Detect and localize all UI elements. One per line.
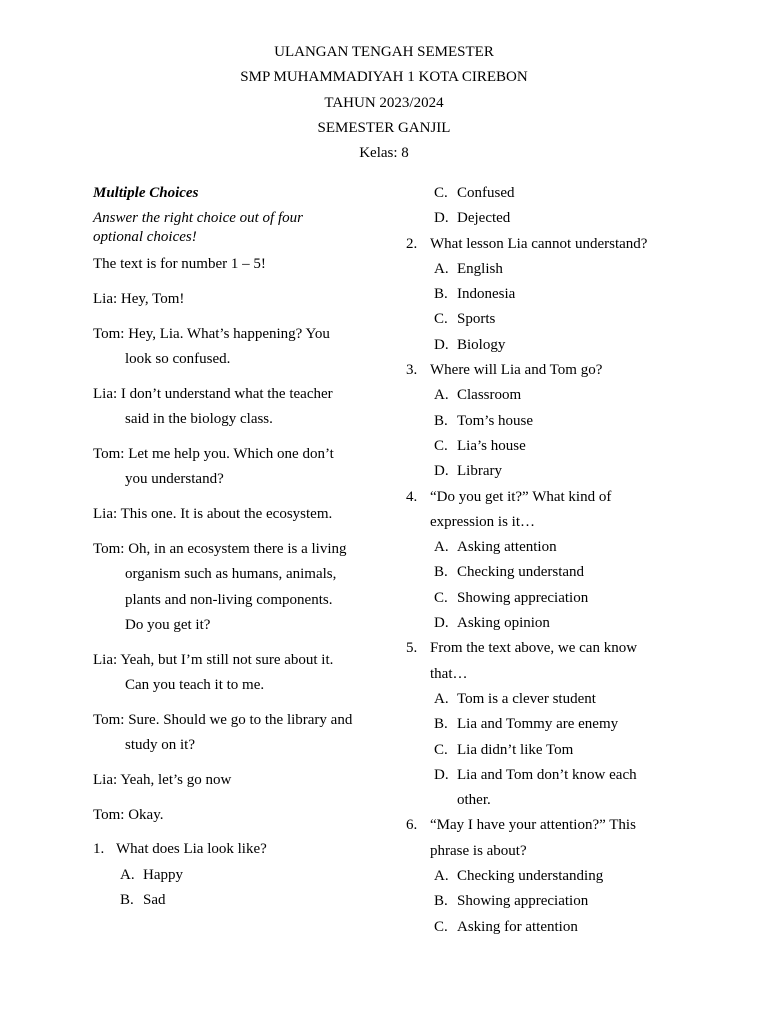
option [406, 915, 676, 940]
option-text: Asking attention [457, 539, 557, 556]
question-text: expression is it… [430, 513, 535, 530]
option-letter: C. [434, 918, 448, 935]
question-number: 1. [93, 841, 105, 858]
dialog-line: Lia: Yeah, but I’m still not sure about it. Can you teach it to me. [93, 651, 334, 693]
option-text: Biology [457, 336, 506, 353]
option [406, 409, 676, 434]
option-text: other. [457, 792, 491, 809]
left-column [93, 181, 378, 913]
option [406, 383, 676, 408]
question-3 [406, 358, 676, 383]
option-letter: D. [434, 336, 449, 353]
section-title: Multiple Choices [93, 185, 199, 201]
option-text: Dejected [457, 210, 511, 227]
option-text: Checking understand [457, 564, 585, 581]
option-text: Confused [457, 185, 515, 201]
option [406, 560, 676, 585]
class-label: Kelas: 8 [359, 145, 409, 162]
option-letter: B. [434, 893, 448, 910]
option-letter: A. [434, 690, 449, 707]
question-text: What lesson Lia cannot understand? [430, 235, 648, 252]
dialog-line: Lia: I don’t understand what the teacher said in the biology class. [93, 385, 333, 428]
exam-header [0, 40, 768, 166]
question-number: 2. [406, 235, 418, 252]
option [406, 535, 676, 560]
option-letter: B. [434, 286, 448, 303]
option-text: Happy [143, 866, 183, 883]
option-text: Classroom [457, 387, 522, 404]
option [406, 763, 676, 814]
option-text: Lia’s house [457, 437, 526, 454]
option-letter: B. [434, 716, 448, 733]
question-text: Where will Lia and Tom go? [430, 362, 603, 379]
option-text: Tom is a clever student [457, 690, 596, 707]
option-text: English [457, 260, 503, 277]
option-text: Indonesia [457, 286, 516, 303]
question-1 [93, 837, 378, 862]
instruction-line: optional choices! [93, 228, 197, 245]
option [93, 863, 378, 888]
option-letter: B. [434, 564, 448, 581]
option-text: Sports [457, 311, 496, 328]
right-column [406, 181, 676, 940]
option-text: Checking understanding [457, 868, 604, 885]
option [93, 888, 378, 913]
option-letter: B. [434, 412, 448, 429]
option-letter: A. [434, 260, 449, 277]
option-text: Showing appreciation [457, 893, 589, 910]
semester: SEMESTER GANJIL [317, 119, 451, 136]
question-number: 3. [406, 362, 418, 379]
option-text: Asking opinion [457, 615, 550, 632]
dialog-line: Tom: Sure. Should we go to the library and study on it? [93, 711, 353, 754]
option [406, 864, 676, 889]
option [406, 307, 676, 332]
option-text: Library [457, 463, 502, 480]
dialog-line: Lia: Yeah, let’s go now [93, 771, 232, 788]
school-name: SMP MUHAMMADIYAH 1 KOTA CIREBON [240, 69, 528, 86]
option-letter: A. [434, 539, 449, 556]
option-text: Showing appreciation [457, 589, 589, 606]
option-letter: C. [434, 185, 448, 201]
exam-title: ULANGAN TENGAH SEMESTER [274, 44, 494, 60]
option [406, 206, 676, 231]
option-text: Lia and Tommy are enemy [457, 716, 619, 733]
option-letter: A. [434, 387, 449, 404]
question-number: 5. [406, 640, 418, 657]
question-text: “May I have your attention?” This [430, 817, 636, 834]
question-text: phrase is about? [430, 842, 527, 859]
option-text: Lia and Tom don’t know each [457, 766, 637, 783]
option [406, 687, 676, 712]
option-letter: A. [434, 868, 449, 885]
question-number: 4. [406, 488, 418, 505]
option-letter: B. [120, 892, 134, 909]
question-text: From the text above, we can know [430, 640, 638, 657]
option [406, 282, 676, 307]
question-text: What does Lia look like? [116, 841, 267, 858]
question-text: “Do you get it?” What kind of [430, 488, 612, 505]
text-intro: The text is for number 1 – 5! [93, 256, 266, 273]
option [406, 611, 676, 636]
option-letter: C. [434, 741, 448, 758]
question-6 [406, 813, 676, 864]
option-letter: D. [434, 766, 449, 783]
question-number: 6. [406, 817, 418, 834]
option [406, 181, 676, 206]
option-letter: C. [434, 437, 448, 454]
dialog-line: Lia: This one. It is about the ecosystem. [93, 506, 333, 523]
option-letter: D. [434, 615, 449, 632]
option-letter: D. [434, 463, 449, 480]
option [406, 333, 676, 358]
dialog-line: Tom: Hey, Lia. What’s happening? You look so confused. [93, 325, 330, 368]
school-year: TAHUN 2023/2024 [324, 94, 444, 111]
option-text: Asking for attention [457, 918, 578, 935]
option-letter: D. [434, 210, 449, 227]
option [406, 459, 676, 484]
instruction-line: Answer the right choice out of four [93, 210, 303, 227]
question-4 [406, 485, 676, 536]
dialog-line: Tom: Okay. [93, 806, 164, 823]
option [406, 889, 676, 914]
option [406, 738, 676, 763]
option [406, 257, 676, 282]
question-text: that… [430, 665, 468, 682]
option [406, 586, 676, 611]
dialog-line: Tom: Oh, in an ecosystem there is a living organism such as humans, animals, plants and non-living components. Do you get it? [93, 540, 347, 633]
option [406, 712, 676, 737]
option-text: Lia didn’t like Tom [457, 741, 574, 758]
dialog-line: Tom: Let me help you. Which one don’t you understand? [93, 446, 334, 488]
option-text: Tom’s house [457, 412, 534, 429]
question-5 [406, 636, 676, 687]
dialog-line: Lia: Hey, Tom! [93, 291, 185, 308]
option-letter: C. [434, 311, 448, 328]
option-text: Sad [143, 892, 166, 909]
option [406, 434, 676, 459]
question-2 [406, 232, 676, 257]
option-letter: C. [434, 589, 448, 606]
option-letter: A. [120, 866, 135, 883]
